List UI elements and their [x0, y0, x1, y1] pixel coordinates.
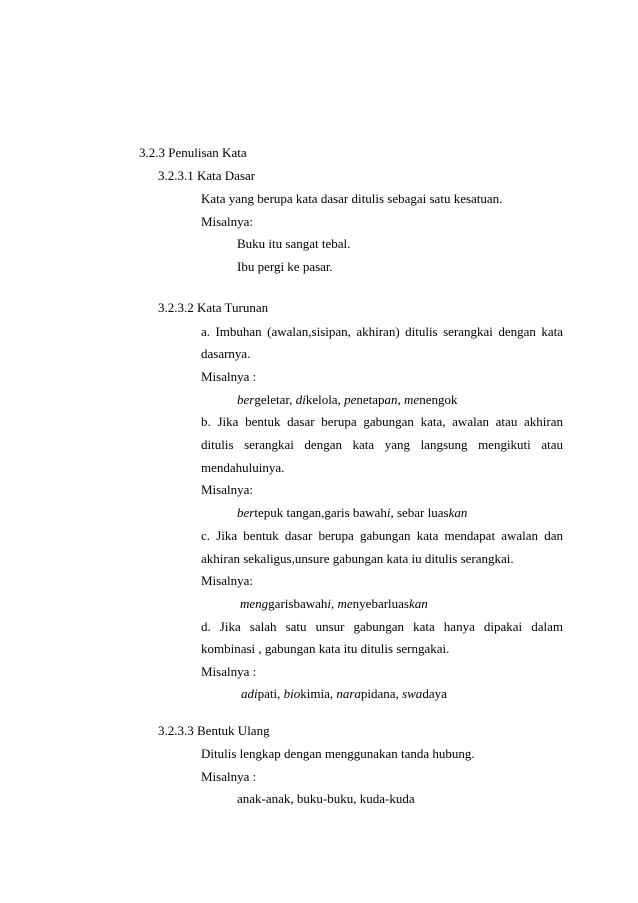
paragraph: mendahuluinya. — [201, 460, 285, 475]
paragraph: dasarnya. — [201, 346, 251, 361]
example-text: anak-anak, buku-buku, kuda-kuda — [237, 791, 415, 806]
section-heading: 3.2.3 Penulisan Kata — [139, 145, 247, 160]
paragraph: kombinasi , gabungan kata itu ditulis serngakai. — [201, 641, 450, 656]
paragraph: c. Jika bentuk dasar berupa gabungan kata mendapat awalan dan — [201, 528, 563, 543]
example-label: Misalnya: — [201, 573, 253, 588]
subsection-heading-bentuk-ulang: 3.2.3.3 Bentuk Ulang — [158, 723, 270, 738]
example-text: Buku itu sangat tebal. — [237, 236, 351, 251]
paragraph: d. Jika salah satu unsur gabungan kata hanya dipakai dalam — [201, 619, 563, 634]
example-label: Misalnya: — [201, 482, 253, 497]
example-text: adipati, biokimia, narapidana, swadaya — [241, 686, 447, 701]
example-text: bertepuk tangan,garis bawahi, sebar luaskan — [237, 505, 468, 520]
example-label: Misalnya : — [201, 369, 257, 384]
example-label: Misalnya: — [201, 214, 253, 229]
subsection-heading-kata-turunan: 3.2.3.2 Kata Turunan — [158, 300, 269, 315]
paragraph: ditulis serangkai dengan kata yang langsung mengikuti atau — [201, 437, 563, 452]
example-text: Ibu pergi ke pasar. — [237, 259, 333, 274]
paragraph: a. Imbuhan (awalan,sisipan, akhiran) ditulis serangkai dengan kata — [201, 324, 563, 339]
example-text: bergeletar, dikelola, penetapan, menengok — [237, 392, 458, 407]
paragraph: Kata yang berupa kata dasar ditulis sebagai satu kesatuan. — [201, 191, 503, 206]
paragraph: Ditulis lengkap dengan menggunakan tanda hubung. — [201, 746, 475, 761]
example-text: menggarisbawahi, menyebarluaskan — [240, 596, 428, 611]
paragraph: b. Jika bentuk dasar berupa gabungan kata, awalan atau akhiran — [201, 414, 563, 429]
subsection-heading-kata-dasar: 3.2.3.1 Kata Dasar — [158, 168, 256, 183]
paragraph: akhiran sekaligus,unsure gabungan kata iu ditulis serangkai. — [201, 551, 514, 566]
example-label: Misalnya : — [201, 769, 257, 784]
example-label: Misalnya : — [201, 664, 257, 679]
